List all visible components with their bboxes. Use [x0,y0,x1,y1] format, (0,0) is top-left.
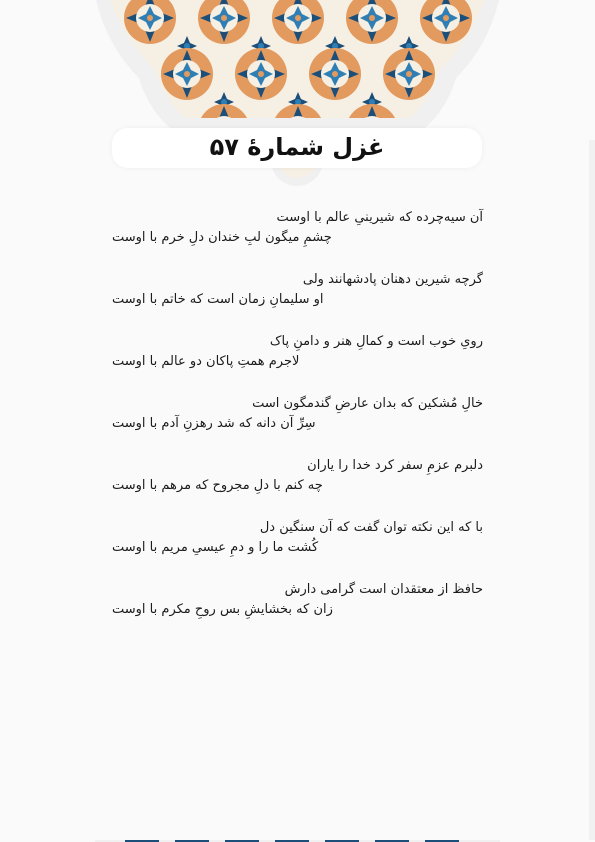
tile-medallion [494,0,546,44]
couplet [112,208,483,270]
poem-title: غزل شمارهٔ ۵۷ [209,133,385,161]
tile-star [547,148,567,168]
hemistich-second: او سلیمانِ زمان است که خاتم با اوست [112,292,324,307]
page-edge-shadow [589,140,595,840]
poem-body [112,208,483,642]
couplet [112,332,483,394]
footer-tile-strip [0,834,595,842]
couplet [112,394,483,456]
couplet [112,518,483,580]
couplet [112,580,483,642]
tile-medallion [161,48,213,100]
tile-ornament [0,0,595,200]
hemistich-second: لاجرم همتِ پاکان دو عالم با اوست [112,354,300,369]
couplet [112,270,483,332]
hemistich-first: رویِ خوب است و کمالِ هنر و دامنِ پاک [269,334,483,349]
hemistich-second: کُشت ما را و دمِ عیسیِ مریم با اوست [112,540,319,555]
hemistich-second: چشمِ میگون لبِ خندان دلِ خرم با اوست [112,230,332,245]
hemistich-second: زان که بخشایشِ بس روحِ مکرم با اوست [112,602,333,617]
tile-star [584,92,595,112]
tile-medallion [309,48,361,100]
tile-medallion [531,48,583,100]
hemistich-second: چه کنم با دلِ مجروح که مرهم با اوست [112,478,323,493]
tile-medallion [383,48,435,100]
hemistich-first: با که این نکته توان گفت که آن سنگین دل [259,520,483,535]
hemistich-first: دلبرم عزمِ سفر کرد خدا را یاران [307,458,483,473]
tile-star [547,36,567,56]
hemistich-first: آن سیه‌چرده که شیرینیِ عالم با اوست [276,210,483,225]
hemistich-first: گرچه شیرین دهنان پادشهانند ولی [302,272,483,287]
hemistich-first: خالِ مُشکین که بدان عارضِ گندمگون است [252,396,483,411]
couplet [112,456,483,518]
hemistich-first: حافظ از معتقدان است گرامی دارش [284,582,483,597]
hemistich-second: سِرِّ آن دانه که شد رهزنِ آدم با اوست [112,416,316,431]
tile-medallion [235,48,287,100]
tile-star [510,92,530,112]
tile-medallion [494,104,546,156]
